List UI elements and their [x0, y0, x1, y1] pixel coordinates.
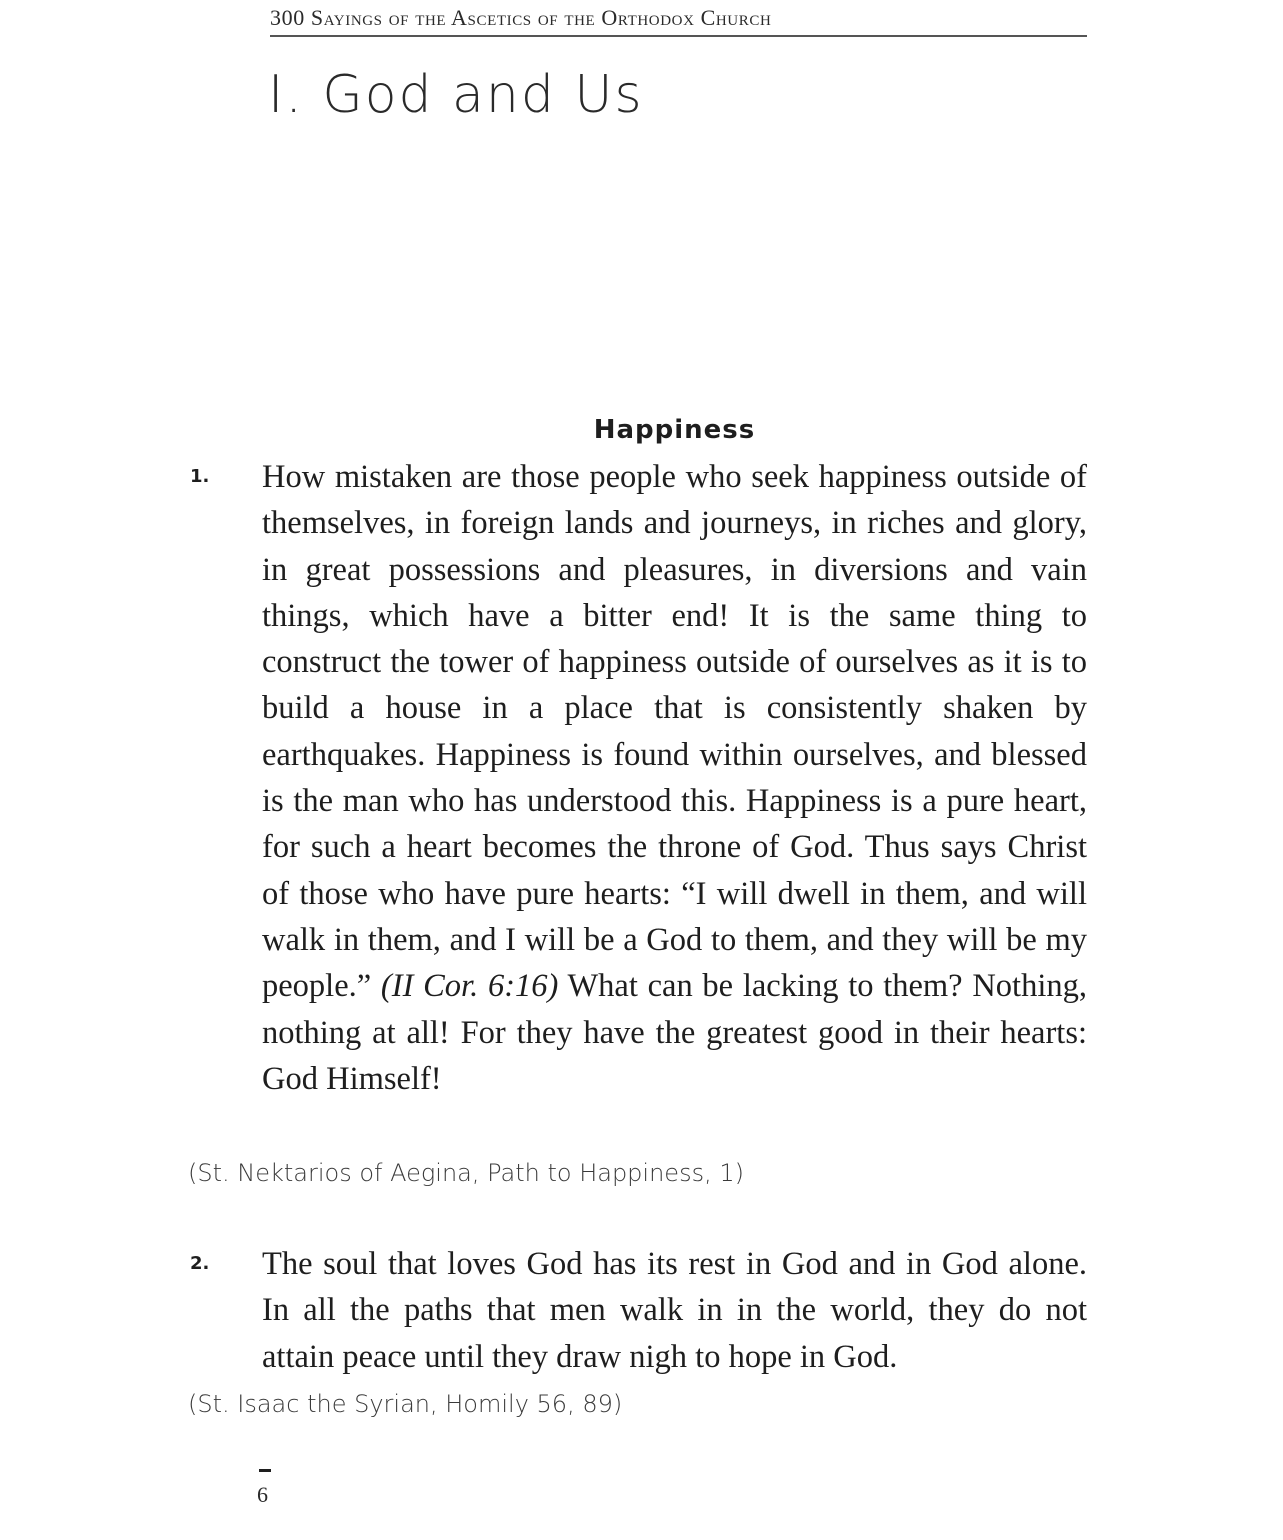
saying-number-2: 2. — [190, 1253, 210, 1274]
page-number: 6 — [257, 1482, 268, 1507]
saying-text-1 — [262, 454, 1087, 1102]
running-head: 300 Sayings of the Ascetics of the Orthodox Church — [270, 4, 1087, 37]
chapter-title: I. God and Us — [268, 65, 644, 125]
saying-1-text-main: How mistaken are those people who seek happiness outside of themselves, in foreign lands and journeys, in riches and glory, in great possessions and pleasures, in diversions and vain things, which have a bitter end! It is the same thing to construct the tower of happiness outside of ourselves as it is to build a house in a place that is consistently shaken by earthquakes. Happiness is found within ourselves, and blessed is the man who has understood this. Happiness is a pure heart, for such a heart becomes the throne of God. Thus says Christ of those who have pure hearts: “I will dwell in them, and will walk in them, and I will be a God to them, and they will be my people.” — [262, 459, 1087, 1005]
saying-source-2: (St. Isaac the Syrian, Homily 56, 89) — [188, 1390, 623, 1418]
saying-text-2: The soul that loves God has its rest in God and in God alone. In all the paths that men walk in in the world, they do not attain peace until they draw nigh to hope in God. — [262, 1246, 1087, 1375]
section-heading: Happiness — [593, 415, 756, 445]
folio-mark — [259, 1469, 271, 1472]
saying-source-1: (St. Nektarios of Aegina, Path to Happiness, 1) — [188, 1159, 744, 1187]
saying-number-1: 1. — [190, 466, 210, 487]
saying-1-text-end: What can be lacking to them? Nothing, nothing at all! For they have the greatest good in their hearts: God Himself! — [262, 968, 1087, 1097]
scripture-reference: (II Cor. 6:16) — [380, 968, 559, 1005]
